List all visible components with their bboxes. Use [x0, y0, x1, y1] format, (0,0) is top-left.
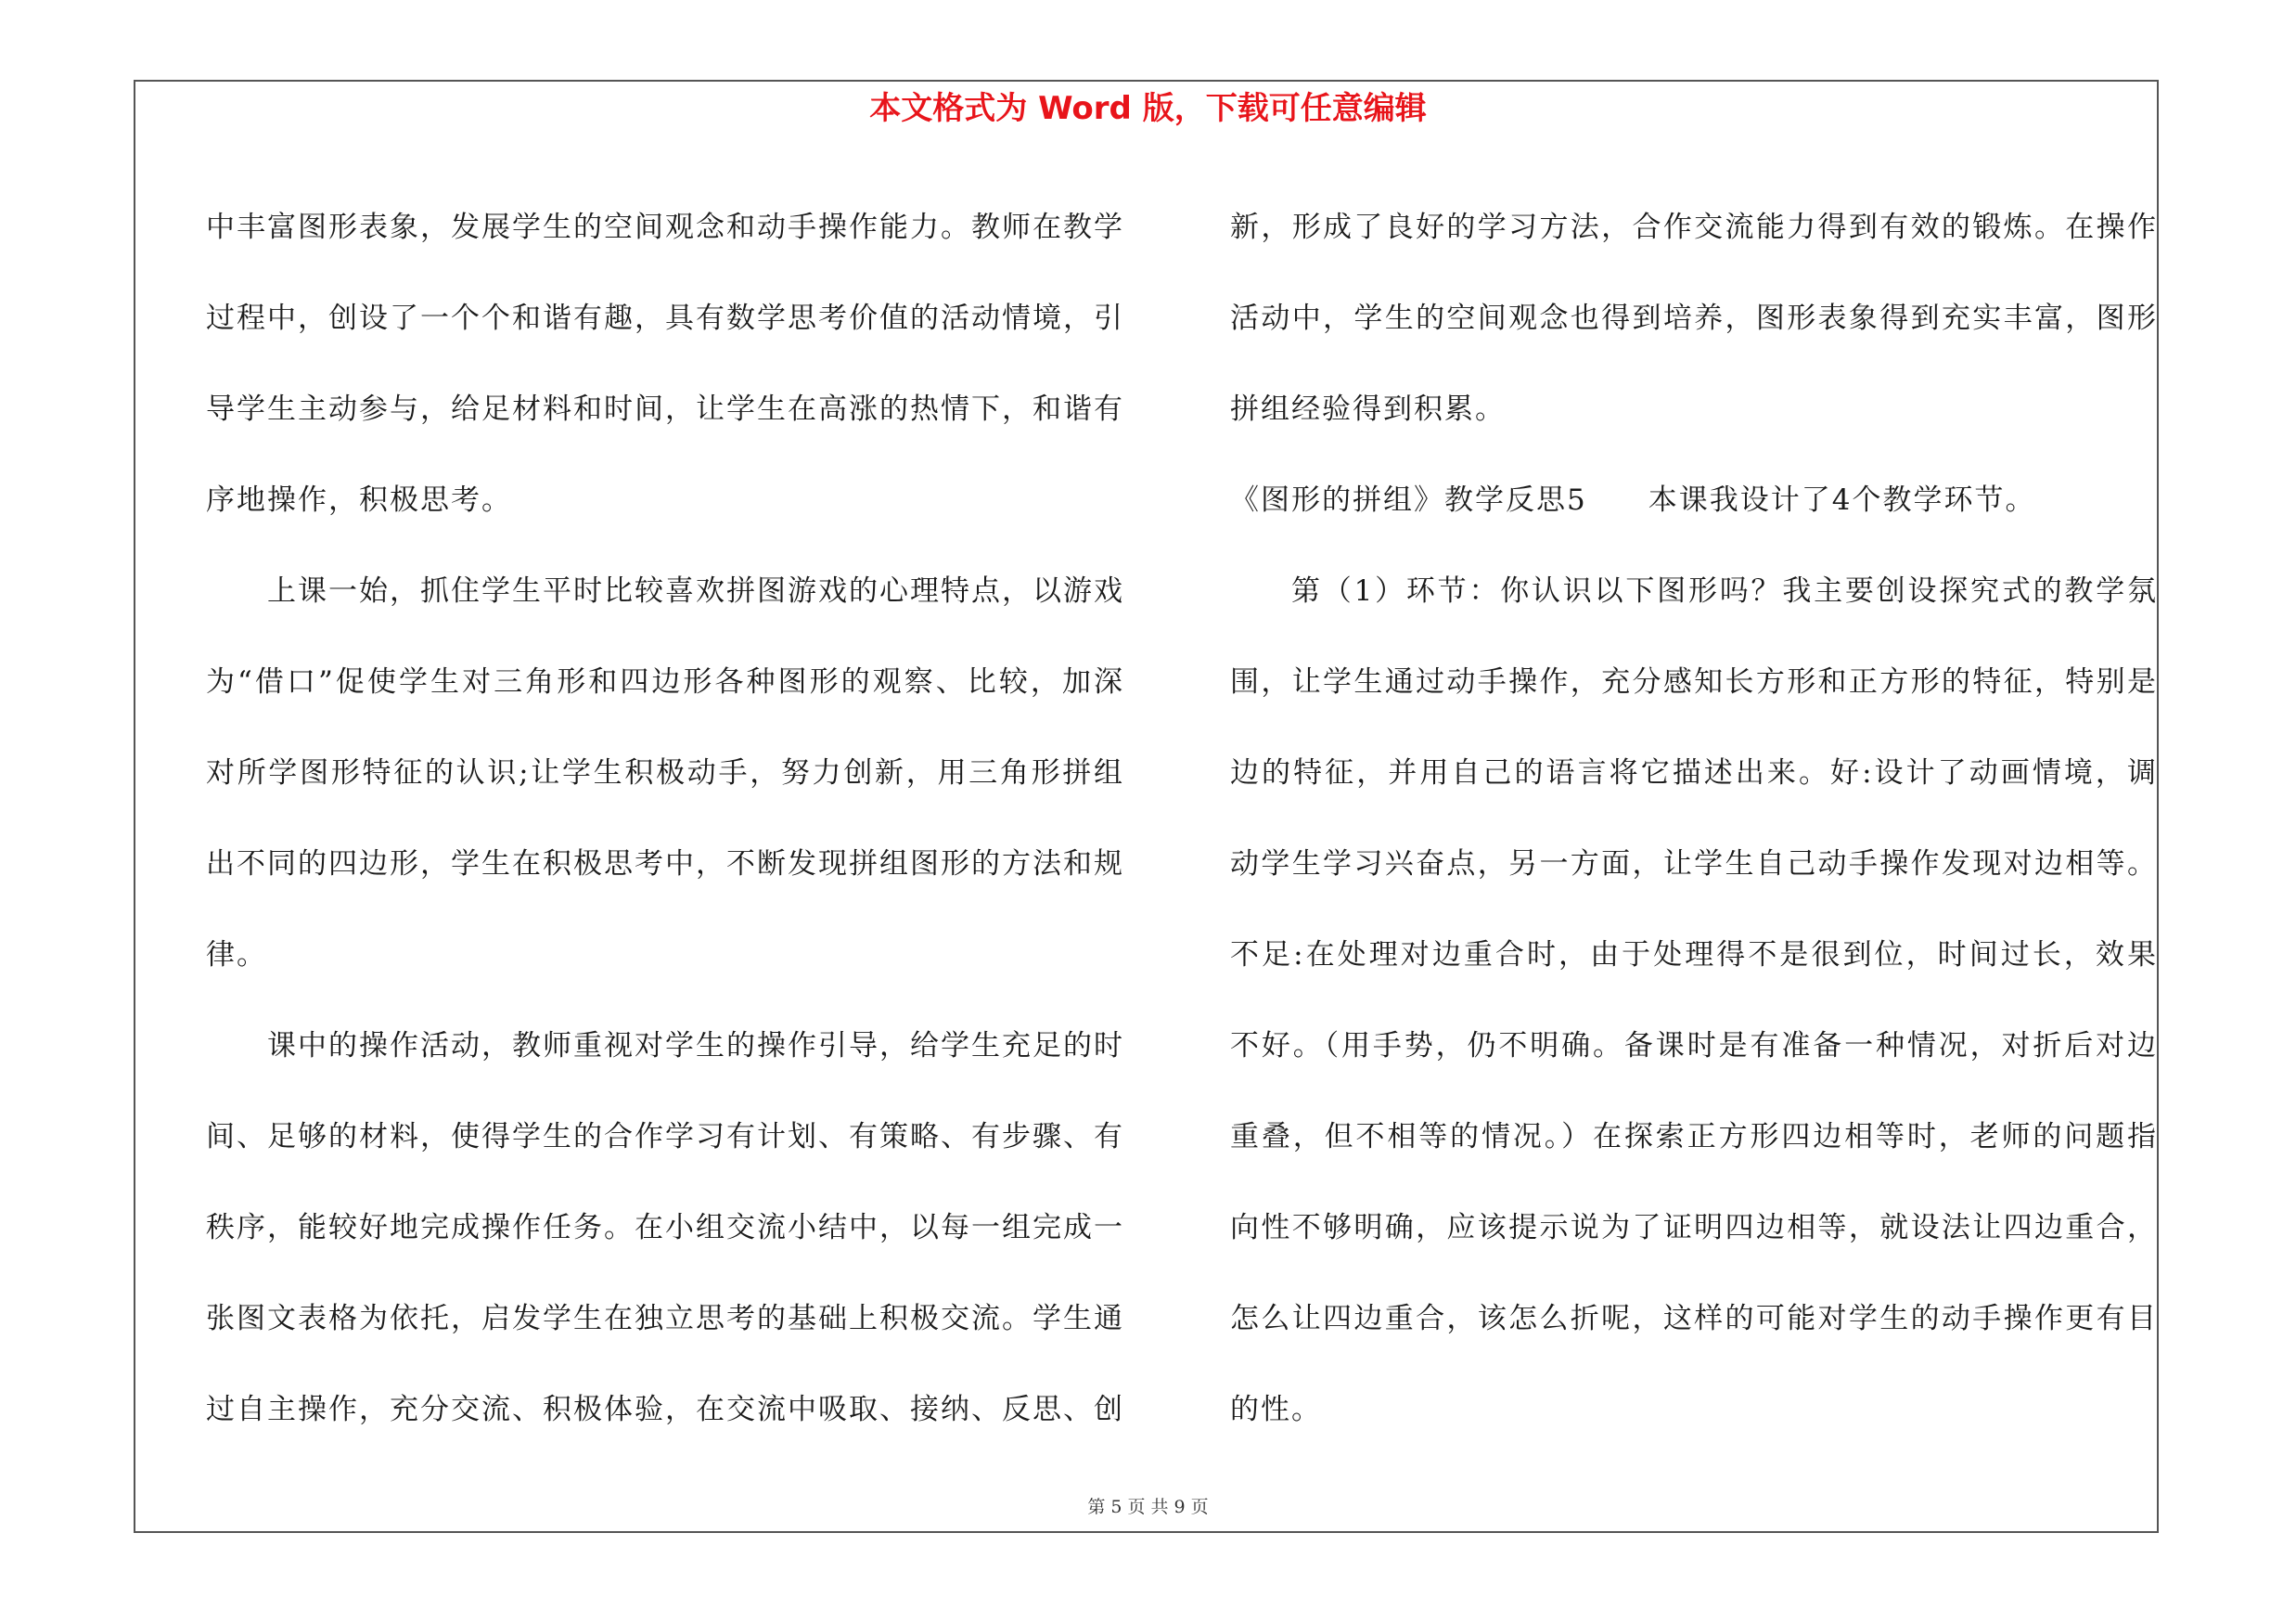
- paragraph: 中丰富图形表象，发展学生的空间观念和动手操作能力。教师在教学过程中，创设了一个个和谐有趣，具有数学思考价值的活动情境，引导学生主动参与，给足材料和时间，让学生在高涨的热情下，和谐有序地操作，积极思考。: [206, 211, 1124, 517]
- paragraph: 课中的操作活动，教师重视对学生的操作引导，给学生充足的时间、足够的材料，使得学生的合作学习有计划、有策略、有步骤、有秩序，能较好地完成操作任务。在小组交流小结中，以每一组完成一张图文表格为依托，启发学生在独立思考的基础上积极交流。学生通过自主操作，充分交流、积极体验，在交流中吸取、接纳、反思、创: [206, 1029, 1124, 1426]
- right-column: [1230, 182, 2158, 1455]
- paragraph: 上课一始，抓住学生平时比较喜欢拼图游戏的心理特点，以游戏为“借口”促使学生对三角形和四边形各种图形的观察、比较，加深对所学图形特征的认识;让学生积极动手，努力创新，用三角形拼组出不同的四边形，学生在积极思考中，不断发现拼组图形的方法和规律。: [206, 574, 1124, 972]
- section-heading: 《图形的拼组》教学反思5 本课我设计了4个教学环节。: [1230, 483, 2036, 517]
- paragraph: 第（1）环节：你认识以下图形吗？我主要创设探究式的教学氛围，让学生通过动手操作，充分感知长方形和正方形的特征，特别是边的特征，并用自己的语言将它描述出来。好:设计了动画情境，调动学生学习兴奋点，另一方面，让学生自己动手操作发现对边相等。不足:在处理对边重合时，由于处理得不是很到位，时间过长，效果不好。（用手势，仍不明确。备课时是有准备一种情况，对折后对边重叠，但不相等的情况。）在探索正方形四边相等时，老师的问题指向性不够明确，应该提示说为了证明四边相等，就设法让四边重合，怎么让四边重合，该怎么折呢，这样的可能对学生的动手操作更有目的性。: [1230, 574, 2158, 1426]
- left-column: [206, 182, 1124, 1455]
- page-number: 第 5 页 共 9 页: [1087, 1497, 1209, 1517]
- format-banner: 本文格式为 Word 版，下载可任意编辑: [869, 90, 1427, 127]
- paragraph: 新，形成了良好的学习方法，合作交流能力得到有效的锻炼。在操作活动中，学生的空间观念也得到培养，图形表象得到充实丰富，图形拼组经验得到积累。: [1230, 211, 2158, 426]
